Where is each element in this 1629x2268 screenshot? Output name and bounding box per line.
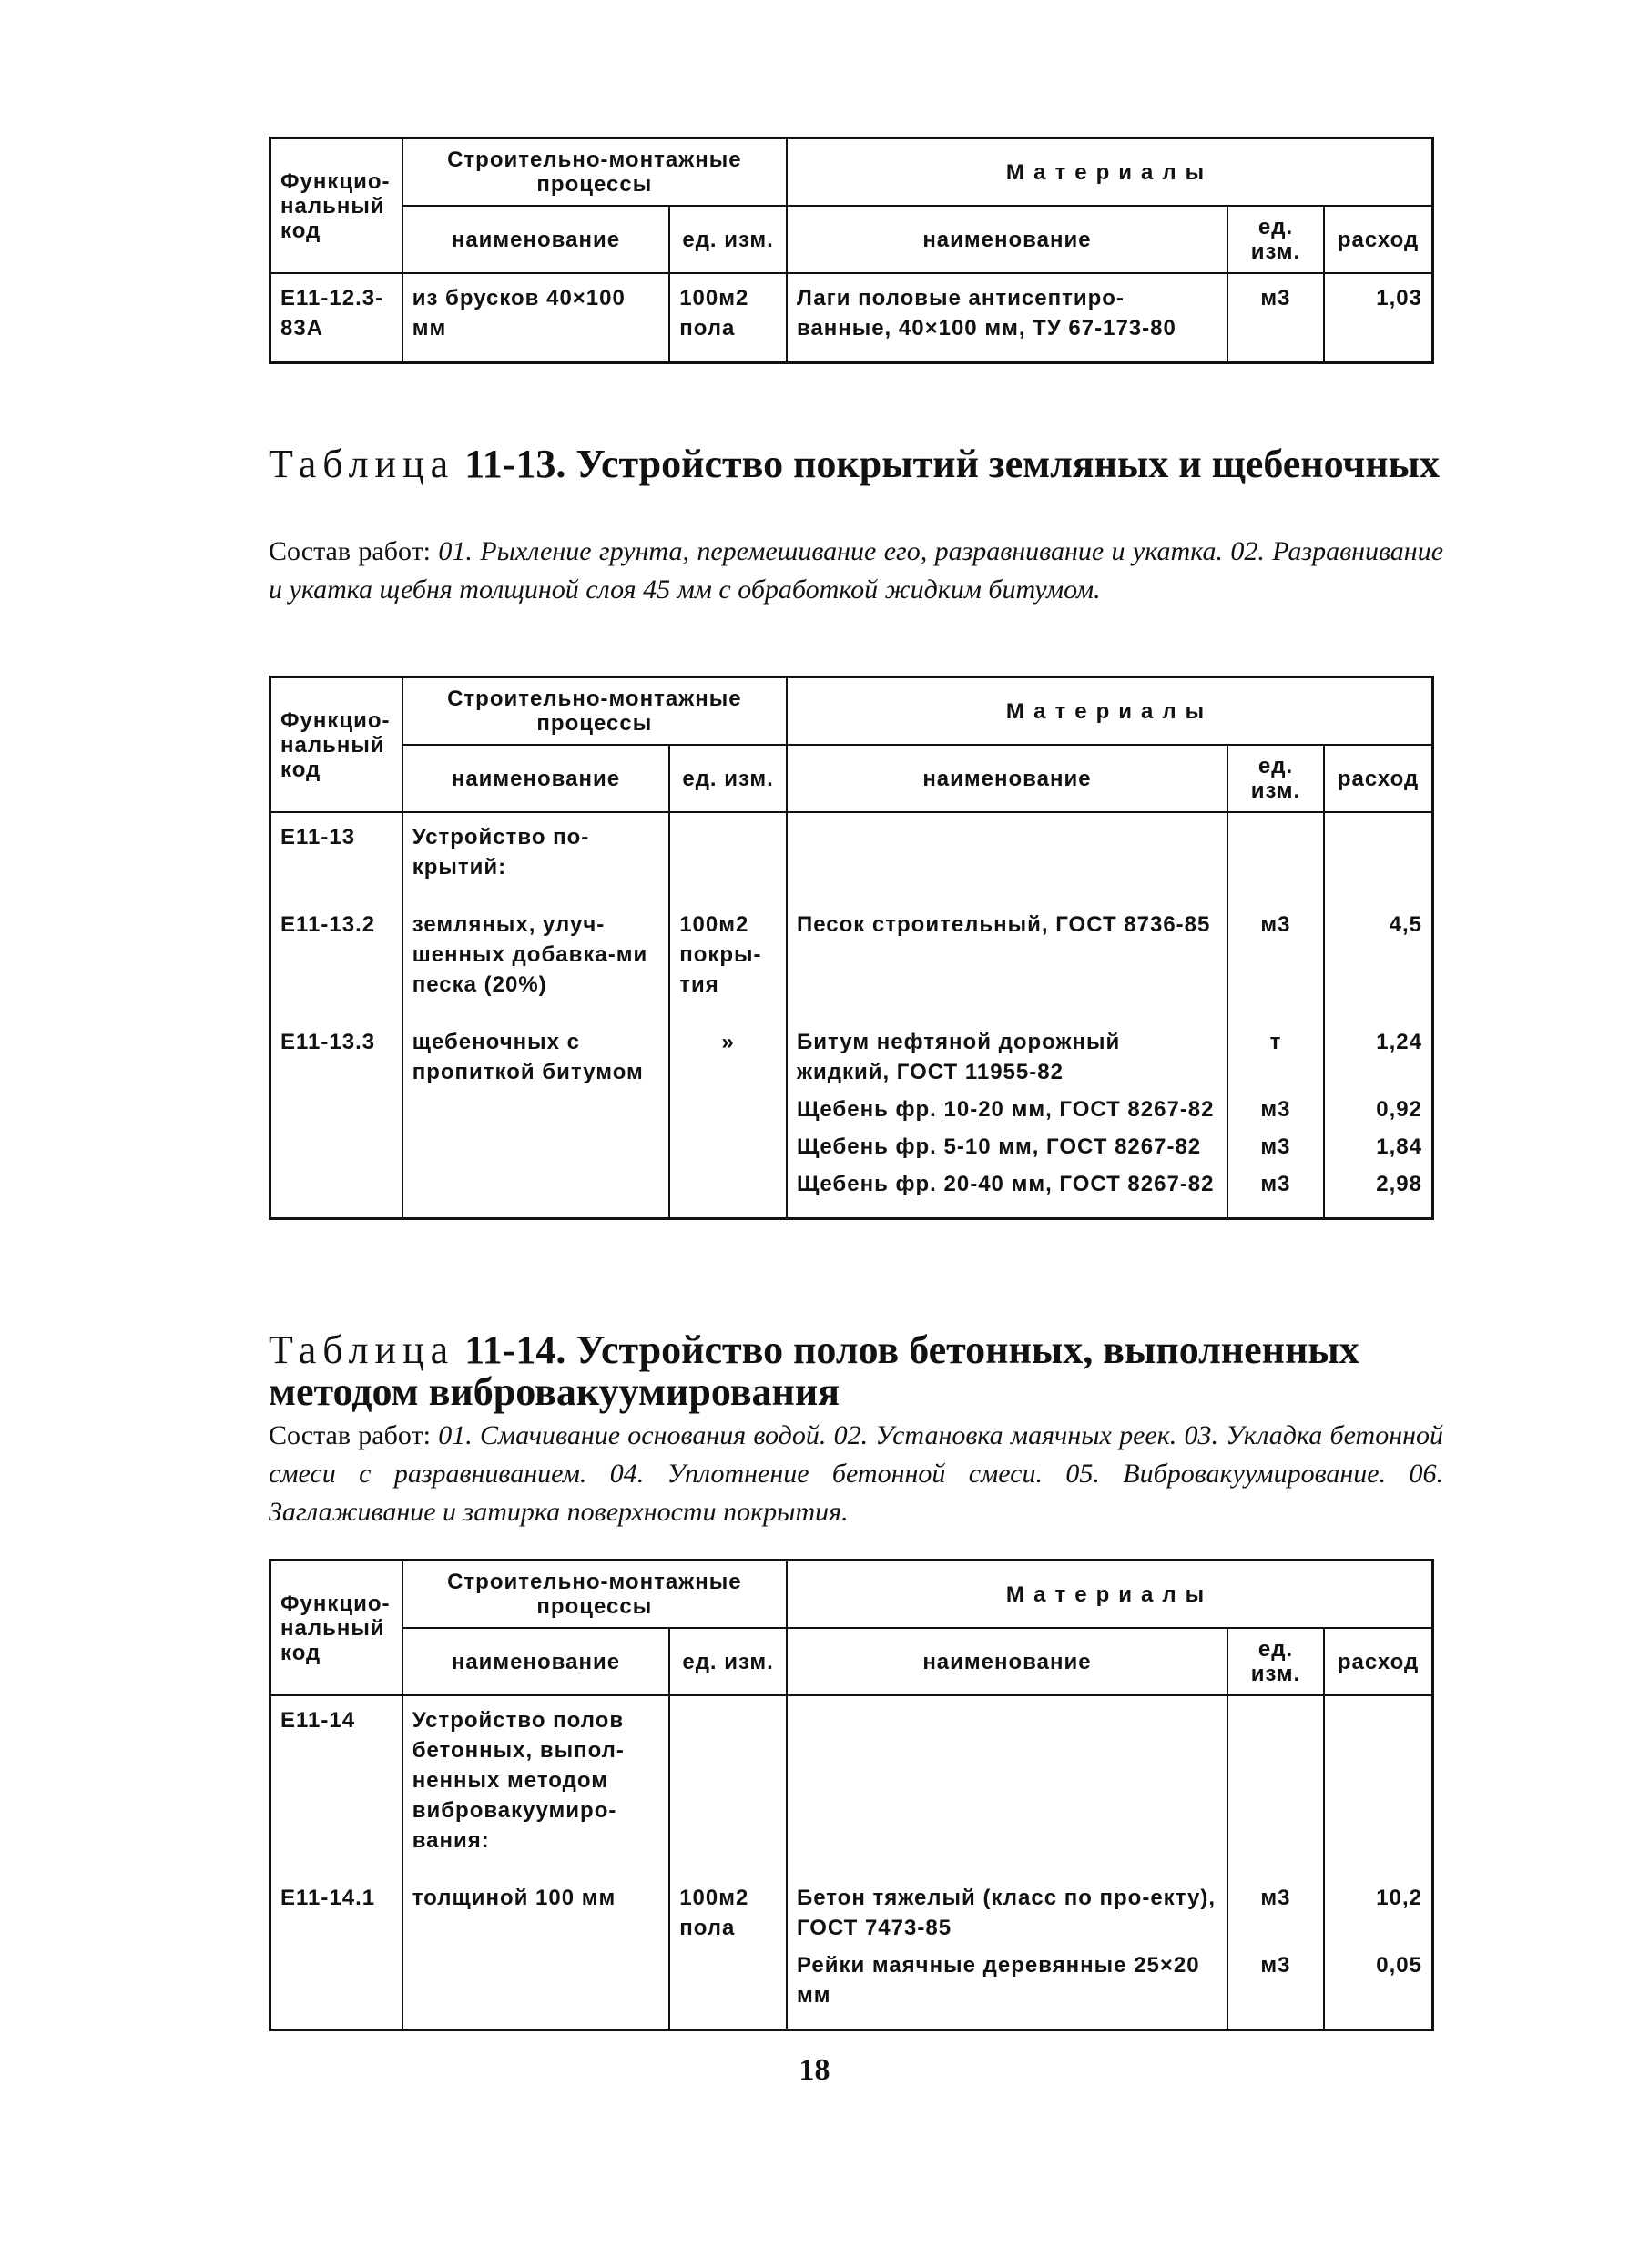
row-process: из брусков 40×100 мм [402, 273, 670, 363]
header-material-unit: ед. изм. [1227, 745, 1324, 812]
header-process-unit: ед. изм. [669, 206, 787, 273]
table-11-12-continuation [269, 137, 1434, 364]
header-material-unit: ед. изм. [1227, 206, 1324, 273]
table-header [270, 677, 1433, 813]
table-row [270, 906, 1433, 1003]
row-material: Щебень фр. 10-20 мм, ГОСТ 8267-82 [787, 1091, 1227, 1128]
section-11-13-composition [269, 533, 1443, 609]
page-number: 18 [799, 2053, 830, 2087]
row-process-unit: 100м2 пола [669, 273, 787, 363]
row-rate: 1,24 [1324, 1023, 1432, 1091]
header-process-unit: ед. изм. [669, 745, 787, 812]
row-process: земляных, улуч-шенных добавка-ми песка (20%) [402, 906, 670, 1003]
header-process-unit: ед. изм. [669, 1628, 787, 1695]
row-material-unit: м3 [1227, 1128, 1324, 1165]
row-rate: 1,03 [1324, 273, 1432, 363]
row-material: Лаги половые антисептиро-ванные, 40×100 мм, ТУ 67-173-80 [787, 273, 1227, 363]
row-rate: 0,05 [1324, 1947, 1432, 2030]
section-11-13-heading [269, 443, 1443, 485]
row-material: Щебень фр. 5-10 мм, ГОСТ 8267-82 [787, 1128, 1227, 1165]
row-rate: 10,2 [1324, 1879, 1432, 1947]
row-material: Песок строительный, ГОСТ 8736-85 [787, 906, 1227, 1003]
row-material [787, 812, 1227, 886]
row-code [270, 1128, 402, 1165]
row-process: толщиной 100 мм [402, 1879, 670, 1947]
row-material: Рейки маячные деревянные 25×20 мм [787, 1947, 1227, 2030]
header-process-name: наименование [402, 206, 670, 273]
row-rate [1324, 1695, 1432, 1859]
header-process-name: наименование [402, 745, 670, 812]
heading-number: 11-13. [464, 442, 566, 486]
header-materials: Материалы [787, 677, 1433, 746]
row-process-unit: 100м2 пола [669, 1879, 787, 1947]
table-row [270, 1128, 1433, 1165]
section-11-14-heading [269, 1329, 1443, 1413]
row-material-unit: м3 [1227, 1879, 1324, 1947]
table-row [270, 1879, 1433, 1947]
row-process: Устройство полов бетонных, выпол-ненных методом вибровакуумиро-вания: [402, 1695, 670, 1859]
header-processes: Строительно-монтажные процессы [402, 1561, 787, 1629]
heading-title: Устройство покрытий земляных и щебеночных [575, 442, 1440, 486]
heading-label: Таблица [269, 442, 455, 486]
row-material-unit: м3 [1227, 1091, 1324, 1128]
header-processes: Строительно-монтажные процессы [402, 677, 787, 746]
table-11-13 [269, 676, 1434, 1220]
row-code: Е11-13.2 [270, 906, 402, 1003]
row-material: Щебень фр. 20-40 мм, ГОСТ 8267-82 [787, 1165, 1227, 1219]
table-11-14 [269, 1559, 1434, 2031]
header-material-unit: ед. изм. [1227, 1628, 1324, 1695]
row-process-unit: 100м2 покры-тия [669, 906, 787, 1003]
table-header [270, 138, 1433, 274]
row-process-unit [669, 1091, 787, 1128]
row-material: Бетон тяжелый (класс по про-екту), ГОСТ 7473-85 [787, 1879, 1227, 1947]
row-process-unit [669, 1947, 787, 2030]
header-material-rate: расход [1324, 206, 1432, 273]
row-material-unit: м3 [1227, 273, 1324, 363]
row-code: Е11-14 [270, 1695, 402, 1859]
row-process-unit: » [669, 1023, 787, 1091]
table-row [270, 273, 1433, 363]
heading-title: Устройство полов бетонных, выполненных методом вибровакуумирования [269, 1327, 1359, 1414]
composition-label: Состав работ: [269, 536, 432, 566]
row-rate: 0,92 [1324, 1091, 1432, 1128]
row-rate: 1,84 [1324, 1128, 1432, 1165]
header-materials: Материалы [787, 1561, 1433, 1629]
row-process [402, 1947, 670, 2030]
row-code: Е11-12.3-83А [270, 273, 402, 363]
header-code: Функцио-нальный код [270, 1561, 402, 1696]
table-row [270, 1091, 1433, 1128]
row-code [270, 1091, 402, 1128]
row-material: Битум нефтяной дорожный жидкий, ГОСТ 11955-82 [787, 1023, 1227, 1091]
header-code: Функцио-нальный код [270, 138, 402, 274]
header-materials: Материалы [787, 138, 1433, 207]
row-material-unit: т [1227, 1023, 1324, 1091]
header-material-rate: расход [1324, 745, 1432, 812]
row-code: Е11-13 [270, 812, 402, 886]
header-material-name: наименование [787, 206, 1227, 273]
row-process-unit [669, 1695, 787, 1859]
row-code: Е11-14.1 [270, 1879, 402, 1947]
row-process: Устройство по-крытий: [402, 812, 670, 886]
composition-text: 01. Рыхление грунта, перемешивание его, разравнивание и укатка. 02. Разравнивание и укатка щебня толщиной слоя 45 мм с обработкой жидким битумом. [269, 536, 1444, 605]
table-header [270, 1561, 1433, 1696]
row-code [270, 1165, 402, 1219]
table-row [270, 1165, 1433, 1219]
heading-number: 11-14. [464, 1327, 566, 1372]
row-material [787, 1695, 1227, 1859]
header-process-name: наименование [402, 1628, 670, 1695]
row-rate [1324, 812, 1432, 886]
table-row [270, 1023, 1433, 1091]
row-material-unit: м3 [1227, 1165, 1324, 1219]
row-material-unit [1227, 1695, 1324, 1859]
section-11-14-composition [269, 1417, 1443, 1531]
header-code: Функцио-нальный код [270, 677, 402, 813]
row-process-unit [669, 1165, 787, 1219]
row-code [270, 1947, 402, 2030]
row-code: Е11-13.3 [270, 1023, 402, 1091]
row-rate: 4,5 [1324, 906, 1432, 1003]
row-spacer [270, 886, 1433, 906]
row-spacer [270, 1859, 1433, 1879]
row-process [402, 1165, 670, 1219]
table-row [270, 1695, 1433, 1859]
row-process [402, 1128, 670, 1165]
row-material-unit: м3 [1227, 1947, 1324, 2030]
header-material-name: наименование [787, 1628, 1227, 1695]
header-processes: Строительно-монтажные процессы [402, 138, 787, 207]
heading-label: Таблица [269, 1327, 455, 1372]
table-row [270, 812, 1433, 886]
row-process: щебеночных с пропиткой битумом [402, 1023, 670, 1091]
row-material-unit: м3 [1227, 906, 1324, 1003]
row-material-unit [1227, 812, 1324, 886]
composition-text: 01. Смачивание основания водой. 02. Установка маячных реек. 03. Укладка бетонной смеси с разравниванием. 04. Уплотнение бетонной смеси. 05. Вибровакуумирование. 06. Заглаживание и затирка поверхности покрытия. [269, 1420, 1443, 1527]
table-row [270, 1947, 1433, 2030]
row-process [402, 1091, 670, 1128]
row-rate: 2,98 [1324, 1165, 1432, 1219]
row-process-unit [669, 812, 787, 886]
header-material-name: наименование [787, 745, 1227, 812]
row-process-unit [669, 1128, 787, 1165]
composition-label: Состав работ: [269, 1420, 431, 1450]
header-material-rate: расход [1324, 1628, 1432, 1695]
row-spacer [270, 1003, 1433, 1023]
